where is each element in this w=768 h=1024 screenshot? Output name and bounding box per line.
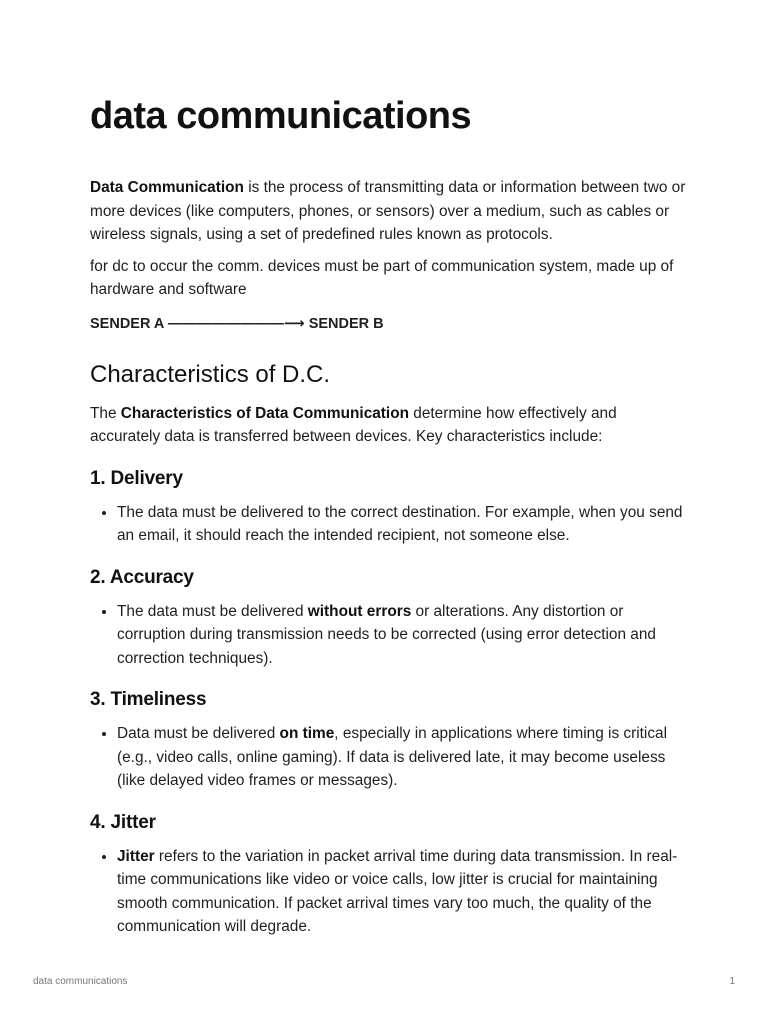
sender-b-label: SENDER B — [308, 315, 384, 332]
characteristic-heading: 3. Timeliness — [90, 689, 207, 710]
page-number: 1 — [729, 976, 735, 987]
section-heading: Characteristics of D.C. — [90, 360, 331, 388]
intro-text: is the process of transmitting data or information between two or more devices (like computers, phones, or sensors) over a medium, such as cables or wireless signals, using a set of predefined rules known as protocols. — [90, 179, 686, 243]
system-paragraph: for dc to occur the comm. devices must be part of communication system, made up of hardware and software — [90, 257, 674, 298]
arrow-icon: ————————⟶ — [167, 315, 305, 332]
intro-paragraph — [90, 176, 690, 247]
list-item: • Jitter refers to the variation in packet arrival time during data transmission. In real-time communications like video or voice calls, low jitter is crucial for maintaining smooth communication. If packet arrival times vary too much, the quality of the communication will degrade. — [117, 845, 690, 939]
characteristic-heading: 1. Delivery — [90, 467, 183, 489]
characteristic-heading: 2. Accuracy — [90, 566, 194, 588]
characteristic-jitter — [90, 811, 690, 939]
characteristic-timeliness — [90, 688, 690, 793]
sender-a-label: SENDER A — [90, 315, 164, 332]
list-item: • Data must be delivered on time, especially in applications where timing is critical (e.g., video calls, online gaming). If data is delivered late, it may become useless (like delayed video frames or messages). — [117, 722, 690, 793]
list-item: • The data must be delivered to the correct destination. For example, when you send an email, it should reach the intended recipient, not someone else. — [117, 501, 690, 548]
characteristic-delivery — [90, 467, 690, 548]
page-title: data communications — [90, 95, 472, 137]
section-intro: The Characteristics of Data Communication determine how effectively and accurately data is transferred between devices. Key characteristics include: — [90, 404, 617, 445]
document-page — [90, 92, 690, 939]
bullet-list — [90, 600, 690, 671]
intro-term: Data Communication — [90, 179, 244, 196]
bullet-list — [90, 501, 690, 548]
bullet-list — [90, 845, 690, 939]
sender-flow — [90, 314, 690, 334]
characteristic-heading: 4. Jitter — [90, 811, 156, 833]
bullet-list — [90, 722, 690, 793]
list-item: • The data must be delivered without errors or alterations. Any distortion or corruption during transmission needs to be corrected (using error detection and correction techniques). — [117, 600, 690, 671]
footer-title: data communications — [33, 976, 128, 987]
characteristic-accuracy — [90, 566, 690, 671]
